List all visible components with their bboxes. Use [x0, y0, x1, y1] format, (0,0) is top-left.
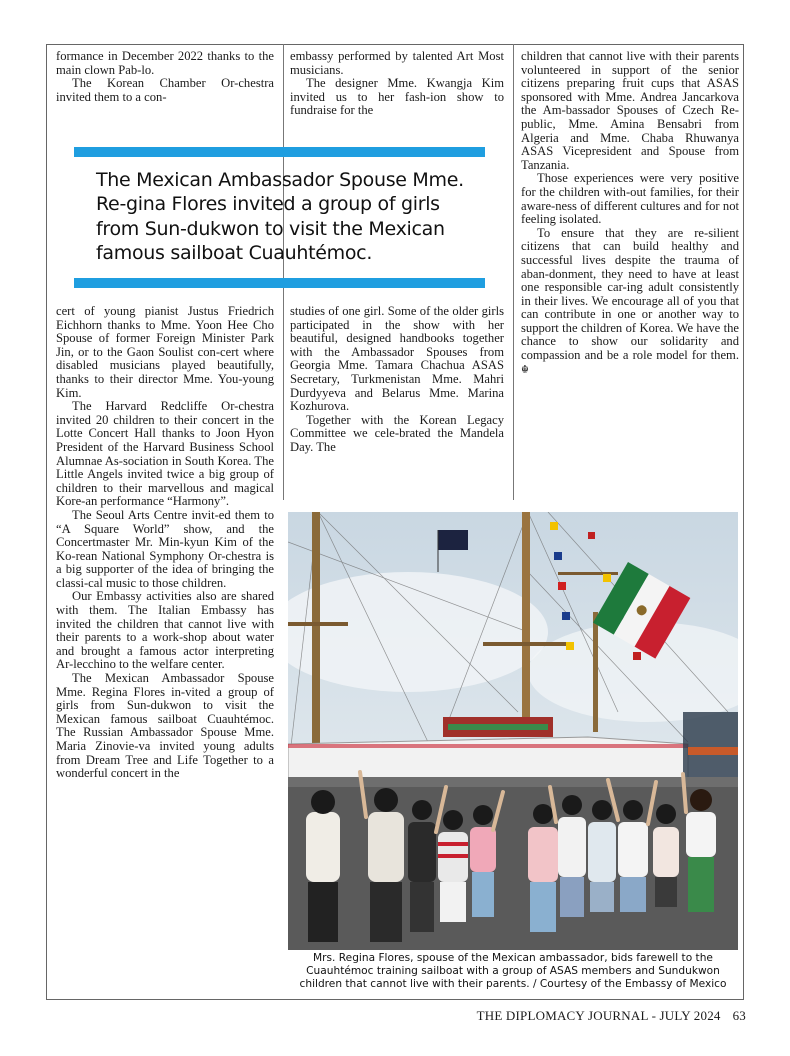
end-mark-icon: ☬ [521, 362, 529, 376]
paragraph: Those experiences were very positive for the children with-out families, for their aware-ness of different cultures and for not feeling isolated. [521, 171, 739, 227]
paragraph: children that cannot live with their parents volunteered in support of the senior citizens preparing fruit cups that ASAS sponsored with Mme. Andrea Jancarkova the Am-bassador Spouses of Czech Re-public, Mme. Amina Bensabri from Algeria and Mme. Chaba Rhuwanya ASAS Vicepresident and Spouse from Tanzania. [521, 49, 739, 172]
paragraph: The Mexican Ambassador Spouse Mme. Regina Flores in-vited a group of girls from Sun-dukwon to visit the Mexican famous sailboat Cuauhtémoc. The Russian Ambassador Spouse Mme. Maria Zinovie-va invited young adults from Dream Tree and Life Together to a wonderful concert in the [56, 671, 274, 781]
paragraph: The Harvard Redcliffe Or-chestra invited 20 children to their concert in the Lotte Concert Hall thanks to Joon Hyon President of the Harvard Business School Alumnae As-sociation in South Korea. The Little Angels invited twice a big group of children to their marvellous and magical Kore-an performance “Harmony”. [56, 399, 274, 509]
column-2-bottom [290, 305, 504, 455]
column-1-bottom [56, 305, 274, 781]
sailboat-photo [288, 512, 738, 950]
paragraph: studies of one girl. Some of the older girls participated in the show with her beautiful, designed handbooks together with the Ambassador Spouses from Georgia Mme. Tamara Chachua ASAS Secretary, Turkmenistan Mme. Mahri Durdyyeva and Belarus Mme. Marina Kozhurova. [290, 304, 504, 414]
page-number: 63 [732, 1008, 746, 1023]
paragraph: cert of young pianist Justus Friedrich Eichhorn thanks to Mme. Yoon Hee Cho Spouse of former Foreign Minister Park Jin, or to the Gaon Soulist con-cert where disabled musicians played beautifully, thanks to their director Mme. You-young Kim. [56, 304, 274, 400]
page-footer [465, 1008, 746, 1024]
paragraph: Our Embassy activities also are shared with them. The Italian Embassy has invited the children that cannot live with their parents to a work-shop about water and brought a famous actor interpreting Ar-lecchino to the welfare center. [56, 589, 274, 672]
paragraph-text: To ensure that they are re-silient citizens that can build healthy and successful lives despite the trauma of aban-donment, they need to have at least one responsible car-ing adult consistently in their lives. We encourage all of you that can contribute in one or another way to support the children of Korea. We have the chance to show our solidarity and compassion and be a role model for them. [521, 225, 739, 363]
paragraph [521, 227, 739, 377]
paragraph: The designer Mme. Kwangja Kim invited us to her fash-ion show to fundraise for the [290, 76, 504, 118]
journal-name: THE DIPLOMACY JOURNAL - JULY 2024 [476, 1008, 721, 1023]
column-2-top [290, 50, 504, 118]
photo-caption: Mrs. Regina Flores, spouse of the Mexican ambassador, bids farewell to the Cuauhtémoc training sailboat with a group of ASAS members and Sundukwon children that cannot live with their parents. / Courtesy of the Embassy of Mexico [299, 952, 727, 991]
column-3 [521, 50, 739, 376]
pullquote: The Mexican Ambassador Spouse Mme. Re-gina Flores invited a group of girls from Sun-dukwon to visit the Mexican famous sailboat Cuauhtémoc. [96, 169, 464, 265]
column-rule-1 [283, 44, 284, 500]
paragraph: The Seoul Arts Centre invit-ed them to “A Square World” show, and the Concertmaster Mr. Min-kyun Kim of the Ko-rean National Symphony Or-chestra is a big supporter of the idea of bringing the classi-cal music to those children. [56, 507, 274, 590]
pullquote-bottom-bar [74, 278, 485, 288]
column-1-top [56, 50, 274, 104]
column-rule-2 [513, 44, 514, 500]
paragraph: embassy performed by talented Art Most musicians. [290, 49, 504, 77]
pullquote-top-bar [74, 147, 485, 157]
paragraph: Together with the Korean Legacy Committee we cele-brated the Mandela Day. The [290, 412, 504, 454]
paragraph: The Korean Chamber Or-chestra invited them to a con- [56, 76, 274, 104]
paragraph: formance in December 2022 thanks to the main clown Pab-lo. [56, 49, 274, 77]
